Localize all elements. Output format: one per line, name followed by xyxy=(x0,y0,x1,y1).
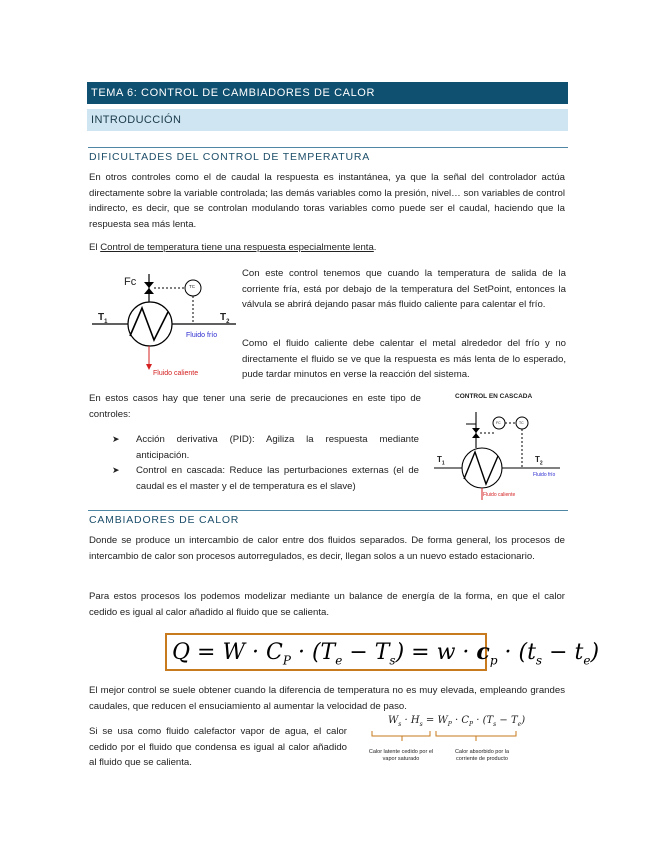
list-item: ➤ Acción derivativa (PID): Agiliza la respuesta mediante anticipación. xyxy=(112,434,419,461)
paragraph-mejor-control: El mejor control se suele obtener cuando la diferencia de temperatura no es muy elevada, empleando grandes caudales, que reducen el ensuciamiento al aumentar la velocidad de paso. xyxy=(89,685,565,712)
hot-fluid-label: Fluido caliente xyxy=(483,492,516,498)
figure-temperature-control xyxy=(92,264,237,382)
section-heading-dificultades: DIFICULTADES DEL CONTROL DE TEMPERATURA xyxy=(89,151,371,163)
section-heading-cambiadores: CAMBIADORES DE CALOR xyxy=(89,514,240,526)
label-absorbed-heat: Calor absorbido por la corriente de producto xyxy=(454,749,510,762)
section-rule xyxy=(88,510,568,511)
paragraph-intercambio: Donde se produce un intercambio de calor entre dos fluidos separados. De forma general, los procesos de intercambio de calor son procesos autorregulados, es decir, llegan solos a un nuevo estado estacionario. xyxy=(89,535,565,562)
hot-arrow xyxy=(146,364,152,370)
figure-cascade-control xyxy=(432,404,562,504)
steam-equation: $W_s \cdot H_s = W_P \cdot C_P \cdot (T_s - T_e)$ xyxy=(388,715,526,728)
paragraph-control-caudal: En otros controles como el de caudal la respuesta es instantánea, ya que la señal del controlador actúa directamente sobre la variable controlada; las demás variables como la presión, nivel… son variables de control indirecto, es decir, que se controlan modulando toras variables como puede ser el caudal, haciendo que la respuesta sea más lenta. xyxy=(89,172,565,230)
fc-label: Fc xyxy=(124,276,137,288)
left-brace xyxy=(372,731,430,741)
valve-top xyxy=(472,428,480,433)
paragraph-precauciones: En estos casos hay que tener una serie de precauciones en este tipo de controles: xyxy=(89,393,421,420)
valve-bottom xyxy=(472,433,480,438)
paragraph-temperatura-lenta xyxy=(89,240,565,256)
tc-label: TC xyxy=(189,284,195,289)
section-rule xyxy=(88,147,568,148)
cascade-title: CONTROL EN CASCADA xyxy=(455,393,533,400)
valve-top xyxy=(144,282,154,288)
paragraph-vapor: Si se usa como fluido calefactor vapor de agua, el calor cedido por el fluido que condensa es igual al calor añadido al fluido que se calienta. xyxy=(89,726,347,769)
valve-bottom xyxy=(144,288,154,294)
underlined-statement: Control de temperatura tiene una respuesta especialmente lenta xyxy=(100,242,374,253)
paragraph-respuesta-lenta: Como el fluido caliente debe calentar el metal alrededor del frío y no directamente el fluido se ve que la respuesta es más lenta de lo esperado, pude tardar minutos en verse la reacción del sistema. xyxy=(242,338,566,381)
paragraph-balance: Para estos procesos los podemos modelizar mediante un balance de energía de la forma, en que el calor cedido es igual al calor añadido al fluido que se calienta. xyxy=(89,591,565,618)
para2-prefix: El xyxy=(89,242,101,253)
precautions-list xyxy=(112,432,419,494)
t1-label: $T_1$ xyxy=(98,312,108,325)
t2-label: $T_2$ xyxy=(535,455,543,467)
para2-suffix: . xyxy=(373,242,377,253)
t2-label: $T_2$ xyxy=(220,312,230,325)
tc-label: TC xyxy=(519,421,524,425)
label-latent-heat: Calor latente cedido por el vapor saturado xyxy=(368,749,434,762)
intro-heading: INTRODUCCIÓN xyxy=(87,109,568,131)
cold-fluid-label: Fluido frío xyxy=(533,472,556,478)
main-equation: $Q = W \cdot C_P \cdot (T_e - T_s) = w \cdot c_p \cdot (t_s - t_e)$ xyxy=(172,639,600,668)
fc-label: FC xyxy=(496,421,501,425)
list-item: ➤ Control en cascada: Reduce las perturbaciones externas (el de caudal es el master y el de temperatura es el slave) xyxy=(112,465,419,492)
paragraph-setpoint: Con este control tenemos que cuando la temperatura de salida de la corriente fría, está por debajo de la temperatura del SetPoint, entonces la válvula se abrirá dejando pasar más fluido caliente para calentar el frío. xyxy=(242,268,566,311)
cold-fluid-label: Fluido frío xyxy=(186,332,218,339)
equation-braces xyxy=(368,729,520,743)
document-title: TEMA 6: CONTROL DE CAMBIADORES DE CALOR xyxy=(87,82,568,104)
hot-fluid-label: Fluido caliente xyxy=(153,370,199,377)
t1-label: $T_1$ xyxy=(437,455,445,467)
right-brace xyxy=(436,731,516,741)
